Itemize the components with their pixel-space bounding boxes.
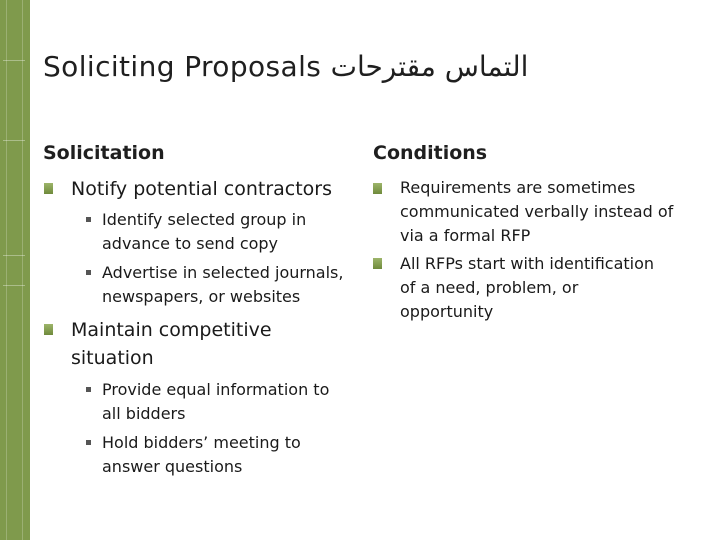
subbullet-identify-group xyxy=(102,208,306,256)
sub-bullet-icon xyxy=(86,270,91,275)
subbullet-advertise xyxy=(102,261,343,309)
bullet-notify-contractors xyxy=(71,175,332,203)
subbullet-text-line: Hold bidders’ meeting to xyxy=(102,433,301,452)
subbullet-text-line: advance to send copy xyxy=(102,234,279,253)
subbullet-text-line: all bidders xyxy=(102,404,186,423)
band-line xyxy=(6,0,7,540)
band-line xyxy=(3,140,25,141)
band-line xyxy=(3,255,25,256)
slide-title-arabic: التماس مقترحات xyxy=(330,50,529,83)
bullet-maintain-competition xyxy=(71,316,272,372)
bullet-text-line: Notify potential contractors xyxy=(71,178,333,200)
sub-bullet-icon xyxy=(86,387,91,392)
bullet-requirements-verbal xyxy=(400,176,673,248)
subbullet-text-line: Advertise in selected journals, xyxy=(102,263,344,282)
band-line xyxy=(3,285,25,286)
subbullet-text-line: Identify selected group in xyxy=(102,210,307,229)
bullet-rfp-identification xyxy=(400,252,654,324)
band-line xyxy=(3,60,25,61)
band-line xyxy=(22,0,23,540)
sub-bullet-icon xyxy=(86,217,91,222)
bullet-text-line: communicated verbally instead of xyxy=(400,202,674,221)
conditions-heading: Conditions xyxy=(373,142,488,164)
bullet-text-line: of a need, problem, or xyxy=(400,278,579,297)
bullet-text-line: opportunity xyxy=(400,302,494,321)
bullet-text-line: via a formal RFP xyxy=(400,226,531,245)
slide-title-english: Soliciting Proposals xyxy=(43,50,322,83)
subbullet-text-line: Provide equal information to xyxy=(102,380,330,399)
subbullet-text-line: answer questions xyxy=(102,457,243,476)
bullet-text-line: Requirements are sometimes xyxy=(400,178,636,197)
subbullet-bidders-meeting xyxy=(102,431,301,479)
decorative-side-band xyxy=(0,0,30,540)
bullet-square-icon xyxy=(44,183,53,194)
subbullet-text-line: newspapers, or websites xyxy=(102,287,301,306)
bullet-square-icon xyxy=(44,324,53,335)
subbullet-equal-information xyxy=(102,378,329,426)
slide-title xyxy=(43,50,528,83)
bullet-square-icon xyxy=(373,258,382,269)
bullet-text-line: situation xyxy=(71,347,154,369)
solicitation-heading: Solicitation xyxy=(43,142,165,164)
bullet-square-icon xyxy=(373,183,382,194)
bullet-text-line: All RFPs start with identification xyxy=(400,254,655,273)
bullet-text-line: Maintain competitive xyxy=(71,319,272,341)
sub-bullet-icon xyxy=(86,440,91,445)
